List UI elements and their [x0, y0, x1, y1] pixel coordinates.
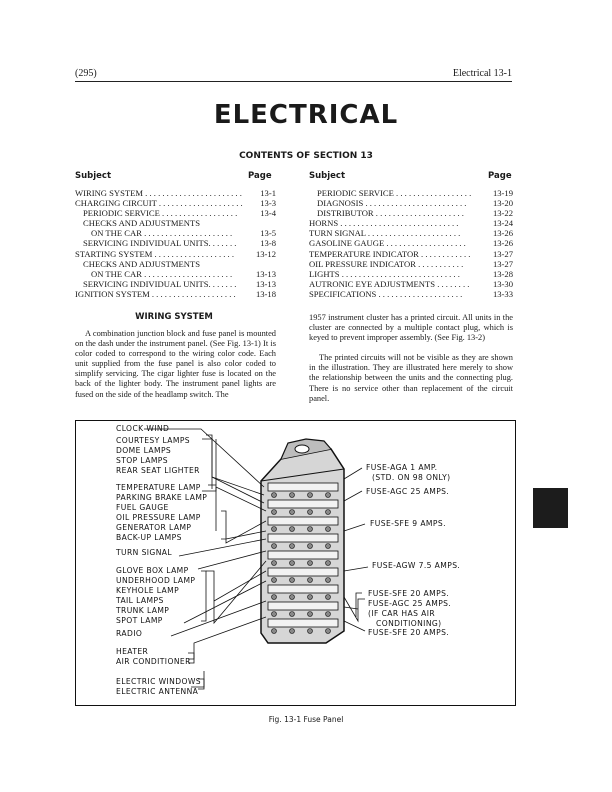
toc-entry [309, 188, 513, 198]
toc-right-column [309, 188, 513, 299]
toc-entry [75, 198, 276, 208]
fuse-label: FUSE-AGC 25 AMPS. [366, 487, 450, 496]
toc-entry-label: GASOLINE GAUGE . . . . . . . . . . . . . . . . . . . [309, 238, 466, 249]
toc-entry-page: 13-22 [492, 208, 513, 219]
terminal-screw [272, 510, 277, 515]
toc-entry-label: CHARGING CIRCUIT . . . . . . . . . . . . . . . . . . . . [75, 198, 243, 209]
terminal-screw [326, 527, 331, 532]
toc-entry [309, 279, 513, 289]
toc-entry [75, 269, 276, 279]
circuit-label: FUEL GAUGE [116, 503, 169, 512]
toc-entry [75, 208, 276, 218]
toc-entry-page: 13-20 [492, 198, 513, 209]
toc-entry-label: PERIODIC SERVICE . . . . . . . . . . . . . . . . . . [83, 208, 238, 219]
terminal-screw [326, 510, 331, 515]
terminal-screw [326, 561, 331, 566]
terminal-screw [326, 595, 331, 600]
toc-entry-label: DISTRIBUTOR . . . . . . . . . . . . . . . . . . . . . [317, 208, 464, 219]
fuse-label: CONDITIONING) [376, 619, 442, 628]
circuit-label: STOP LAMPS [116, 456, 168, 465]
fuse-slot [268, 602, 338, 610]
toc-entry [309, 238, 513, 248]
toc-entry-label: CHECKS AND ADJUSTMENTS [83, 218, 200, 229]
toc-entry-label: TEMPERATURE INDICATOR . . . . . . . . . . . . [309, 248, 471, 259]
terminal-screw [272, 629, 277, 634]
page-title: ELECTRICAL [213, 100, 399, 130]
terminal-screw [272, 578, 277, 583]
terminal-screw [290, 629, 295, 634]
circuit-label: GLOVE BOX LAMP [116, 566, 189, 575]
terminal-screw [308, 493, 313, 498]
header-rule [75, 81, 512, 82]
toc-entry [75, 249, 276, 259]
terminal-screw [290, 493, 295, 498]
toc-entry-label: LIGHTS . . . . . . . . . . . . . . . . . . . . . . . . . . . . [309, 268, 460, 279]
toc-entry-label: DIAGNOSIS . . . . . . . . . . . . . . . . . . . . . . . . [317, 198, 467, 209]
cluster-text [309, 313, 513, 404]
terminal-screw [290, 527, 295, 532]
toc-entry-page: 13-3 [260, 198, 276, 209]
toc-entry [75, 279, 276, 289]
toc-entry-label: SPECIFICATIONS . . . . . . . . . . . . . . . . . . . . [309, 288, 463, 299]
toc-entry-page: 13-4 [260, 208, 276, 219]
section-thumb-tab [533, 488, 568, 528]
terminal-screw [290, 612, 295, 617]
terminal-screw [272, 544, 277, 549]
toc-entry-page: 13-1 [260, 188, 276, 198]
toc-entry [75, 228, 276, 238]
fuse-label: (STD. ON 98 ONLY) [372, 473, 451, 482]
toc-entry-page: 13-5 [260, 228, 276, 239]
toc-entry-page: 13-28 [492, 268, 513, 279]
toc-entry-label: WIRING SYSTEM . . . . . . . . . . . . . . . . . . . . . . . [75, 188, 242, 198]
circuit-label: OIL PRESSURE LAMP [116, 513, 201, 522]
circuit-label: HEATER [116, 647, 149, 656]
toc-entry-label: SERVICING INDIVIDUAL UNITS. . . . . . . [83, 238, 237, 249]
printed-circuit-paragraph: The printed circuits will not be visible as they are shown in the illustration. They are illustrated here merely to show the relationship between the units and the connecting plug. There is no service other than replacement of the circuit panel. [309, 353, 513, 403]
toc-entry [75, 238, 276, 248]
toc-entry-page: 13-18 [255, 288, 276, 299]
terminal-screw [326, 612, 331, 617]
circuit-label: AIR CONDITIONER [116, 657, 191, 666]
toc-entry-page: 13-33 [492, 288, 513, 299]
fuse-slot [268, 568, 338, 576]
fuse-slot [268, 517, 338, 525]
terminal-screw [308, 527, 313, 532]
fuse-slot [268, 534, 338, 542]
toc-entry-page: 13-13 [255, 278, 276, 289]
terminal-screw [308, 612, 313, 617]
circuit-label: TAIL LAMPS [116, 596, 164, 605]
toc-entry [309, 218, 513, 228]
toc-left-column [75, 188, 276, 299]
circuit-label: REAR SEAT LIGHTER [116, 466, 200, 475]
toc-entry-label: HORNS . . . . . . . . . . . . . . . . . . . . . . . . . . . . [309, 218, 459, 229]
toc-page-header-left: Page [248, 171, 272, 181]
circuit-label: ELECTRIC WINDOWS [116, 677, 201, 686]
terminal-screw [290, 544, 295, 549]
circuit-label: SPOT LAMP [116, 616, 163, 625]
terminal-screw [326, 578, 331, 583]
circuit-label: ELECTRIC ANTENNA [116, 687, 199, 696]
toc-entry-page: 13-30 [492, 278, 513, 289]
toc-entry-label: CHECKS AND ADJUSTMENTS [83, 258, 200, 269]
toc-entry-page: 13-24 [492, 218, 513, 229]
terminal-screw [272, 527, 277, 532]
toc-entry-page: 13-27 [492, 258, 513, 269]
toc-subject-header-left: Subject [75, 171, 112, 181]
toc-page-header-right: Page [488, 171, 512, 181]
toc-entry-label: ON THE CAR . . . . . . . . . . . . . . . . . . . . . [91, 268, 233, 279]
terminal-screw [272, 493, 277, 498]
circuit-label: KEYHOLE LAMP [116, 586, 180, 595]
terminal-screw [272, 561, 277, 566]
circuit-label: PARKING BRAKE LAMP [116, 493, 208, 502]
terminal-screw [308, 561, 313, 566]
page-number: (295) [75, 68, 97, 79]
circuit-label: RADIO [116, 629, 143, 638]
toc-entry [309, 249, 513, 259]
fuse-label: (IF CAR HAS AIR [368, 609, 436, 618]
contents-title: CONTENTS OF SECTION 13 [239, 151, 373, 161]
terminal-screw [326, 629, 331, 634]
fuse-slot [268, 551, 338, 559]
toc-entry [309, 259, 513, 269]
toc-entry [75, 188, 276, 198]
cluster-paragraph: 1957 instrument cluster has a printed circuit. All units in the cluster are connected by a multiple contact plug, which is keyed to prevent improper assembly. (See Fig. 13-2) [309, 313, 513, 343]
fuse-label: FUSE-AGW 7.5 AMPS. [372, 561, 461, 570]
toc-entry [309, 198, 513, 208]
terminal-screw [290, 510, 295, 515]
circuit-label: UNDERHOOD LAMP [116, 576, 196, 585]
fuse-label: FUSE-AGA 1 AMP. [366, 463, 438, 472]
toc-entry [75, 259, 276, 269]
fuse-label: FUSE-AGC 25 AMPS. [368, 599, 452, 608]
terminal-screw [308, 510, 313, 515]
toc-entry [75, 289, 276, 299]
wiring-system-heading: WIRING SYSTEM [135, 312, 213, 322]
toc-entry-label: AUTRONIC EYE ADJUSTMENTS . . . . . . . . [309, 278, 470, 289]
toc-entry-page: 13-27 [492, 248, 513, 259]
terminal-screw [290, 595, 295, 600]
fuse-slot [268, 483, 338, 491]
toc-entry-page: 13-13 [255, 268, 276, 279]
circuit-label: COURTESY LAMPS [116, 436, 191, 445]
terminal-screw [308, 578, 313, 583]
toc-entry-page: 13-26 [492, 228, 513, 239]
toc-entry-label: ON THE CAR . . . . . . . . . . . . . . . . . . . . . [91, 228, 233, 239]
circuit-label: TURN SIGNAL [116, 548, 173, 557]
fuse-label: FUSE-SFE 20 AMPS. [368, 628, 450, 637]
running-head: Electrical 13-1 [452, 68, 512, 79]
terminal-screw [326, 544, 331, 549]
toc-entry-page: 13-26 [492, 238, 513, 249]
circuit-label: BACK-UP LAMPS [116, 533, 182, 542]
circuit-label: CLOCK WIND [116, 424, 170, 433]
terminal-screw [308, 629, 313, 634]
terminal-screw [290, 561, 295, 566]
wiring-paragraph: A combination junction block and fuse panel is mounted on the dash under the instrument panel. (See Fig. 13-1) It is color coded to correspond to the wiring color code. Each unit supplied from the fuse panel is also color coded to simplify servicing. The cigar lighter fuse is located on the back of the lighter body. The instrument panel lights are fused on the side of the headlamp switch. The [75, 329, 276, 399]
fuse-label: FUSE-SFE 20 AMPS. [368, 589, 450, 598]
fuse-panel-figure [75, 420, 516, 706]
fuse-slot [268, 619, 338, 627]
toc-entry [309, 269, 513, 279]
terminal-screw [326, 493, 331, 498]
toc-subject-header-right: Subject [309, 171, 346, 181]
toc-entry [309, 228, 513, 238]
toc-entry-label: TURN SIGNAL . . . . . . . . . . . . . . . . . . . . . . [309, 228, 461, 239]
toc-entry-label: STARTING SYSTEM . . . . . . . . . . . . . . . . . . . [75, 248, 234, 259]
circuit-label: TRUNK LAMP [116, 606, 170, 615]
circuit-label: DOME LAMPS [116, 446, 172, 455]
toc-entry-label: OIL PRESSURE INDICATOR . . . . . . . . . . . [309, 258, 464, 269]
fuse-label: FUSE-SFE 9 AMPS. [370, 519, 446, 528]
terminal-screw [308, 595, 313, 600]
terminal-screw [290, 578, 295, 583]
circuit-label: GENERATOR LAMP [116, 523, 192, 532]
toc-entry-label: SERVICING INDIVIDUAL UNITS. . . . . . . [83, 278, 237, 289]
fuse-slot [268, 585, 338, 593]
terminal-screw [272, 612, 277, 617]
toc-entry [75, 218, 276, 228]
toc-entry-page: 13-19 [492, 188, 513, 198]
toc-entry-page: 13-12 [255, 248, 276, 259]
fuse-slot [268, 500, 338, 508]
terminal-screw [308, 544, 313, 549]
circuit-label: TEMPERATURE LAMP [116, 483, 201, 492]
toc-entry-label: IGNITION SYSTEM . . . . . . . . . . . . . . . . . . . . [75, 288, 236, 299]
toc-entry [309, 289, 513, 299]
toc-entry-label: PERIODIC SERVICE . . . . . . . . . . . . . . . . . . [317, 188, 472, 198]
toc-entry [309, 208, 513, 218]
figure-caption: Fig. 13-1 Fuse Panel [268, 715, 344, 724]
terminal-screw [272, 595, 277, 600]
toc-entry-page: 13-8 [260, 238, 276, 249]
